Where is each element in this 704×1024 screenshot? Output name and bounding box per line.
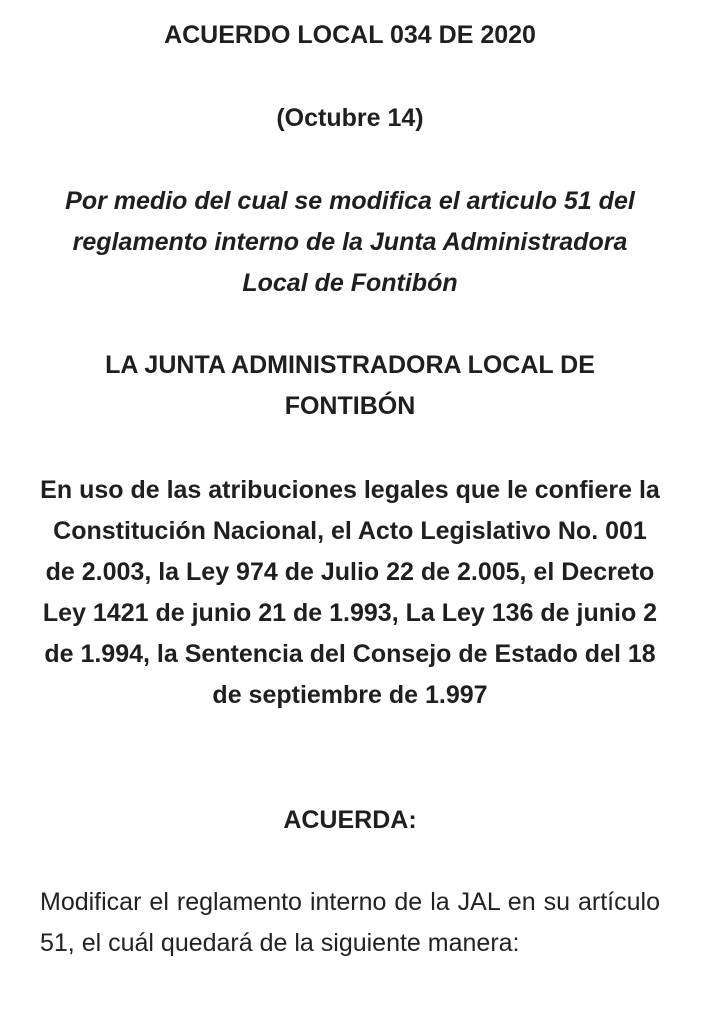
document-title: ACUERDO LOCAL 034 DE 2020	[164, 21, 536, 49]
document-subject: Por medio del cual se modifica el articulo 51 del reglamento interno de la Junta Administradora Local de Fontibón	[65, 187, 635, 297]
document-date: (Octubre 14)	[276, 104, 424, 132]
issuing-body: LA JUNTA ADMINISTRADORA LOCAL DE FONTIBÓN	[105, 351, 595, 420]
agrees-heading: ACUERDA:	[283, 806, 417, 834]
legal-powers-paragraph: En uso de las atribuciones legales que le confiere la Constitución Nacional, el Acto Legislativo No. 001 de 2.003, la Ley 974 de Julio 22 de 2.005, el Decreto Ley 1421 de junio 21 de 1.993, La Ley 136 de junio 2 de 1.994, la Sentencia del Consejo de Estado del 18 de septiembre de 1.997	[40, 476, 660, 709]
resolution-paragraph: Modificar el reglamento interno de la JAL en su artículo 51, el cuál quedará de la siguiente manera:	[40, 888, 660, 957]
